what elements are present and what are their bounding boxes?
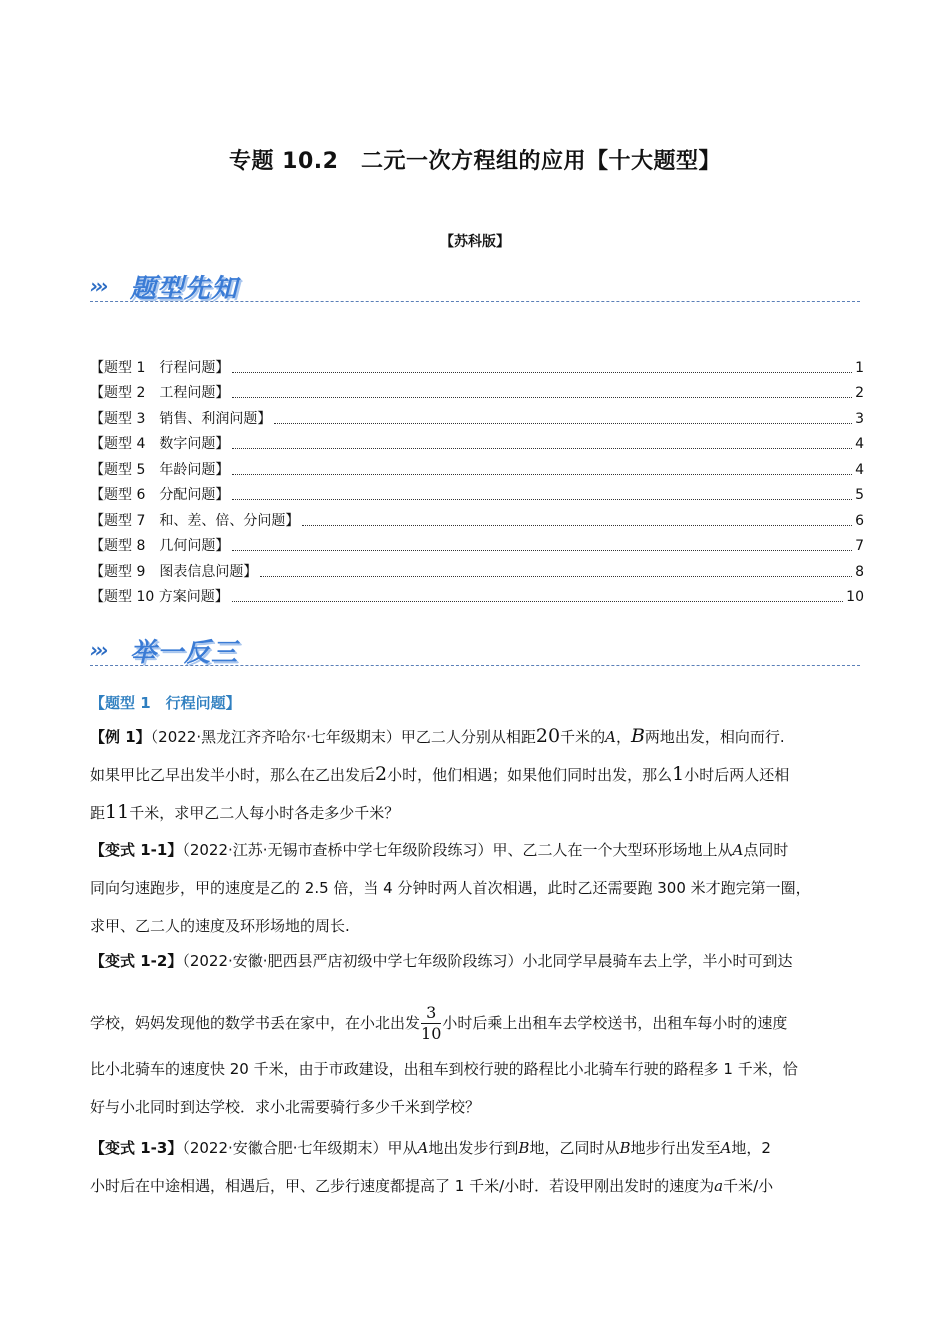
table-of-contents [90, 352, 864, 607]
edition-label: 【苏科版】 [440, 234, 510, 250]
toc-entry[interactable]: 【题型 10 方案问题】 10 [90, 589, 864, 605]
variant-1-3: 【变式 1-3】（2022·安徽合肥·七年级期末）甲从A地出发步行到B地，乙同时从B地步行出发至A地，2 小时后在中途相遇，相遇后，甲、乙步行速度都提高了 1 千米/小时．若设甲刚出发时的速度为a千米/小 [90, 1139, 774, 1195]
banner-examples [90, 632, 860, 672]
variant-label: 【变式 1-1】 [90, 841, 183, 859]
divider [90, 665, 860, 666]
toc-entry[interactable]: 【题型 1 行程问题】 1 [90, 359, 864, 376]
variant-label: 【变式 1-2】 [90, 952, 183, 970]
toc-entry[interactable]: 【题型 4 数字问题】 4 [90, 436, 864, 452]
banner-topic-preview [90, 268, 860, 308]
variant-1-1: 【变式 1-1】（2022·江苏·无锡市查桥中学七年级阶段练习）甲、乙二人在一个大型环形场地上从A点同时 同向匀速跑步，甲的速度是乙的 2.5 倍，当 4 分钟时两人首次相遇，此时乙还需要跑 300 米才跑完第一圈， 求甲、乙二人的速度及环形场地的周长. [90, 841, 811, 935]
toc-entry[interactable]: 【题型 7 和、差、倍、分问题】 6 [90, 512, 864, 529]
variant-label: 【变式 1-3】 [90, 1139, 183, 1157]
fraction: $\frac{3}{10}$ [421, 1003, 442, 1043]
toc-entry[interactable]: 【题型 8 几何问题】 7 [90, 538, 864, 554]
arrows-icon: ››› [90, 274, 106, 298]
toc-entry[interactable]: 【题型 5 年龄问题】 4 [90, 461, 864, 478]
banner-title: 题型先知 [130, 274, 239, 304]
arrows-icon: ››› [90, 638, 106, 662]
divider [90, 301, 860, 302]
banner-title: 举一反三 [130, 638, 239, 668]
toc-entry[interactable]: 【题型 9 图表信息问题】 8 [90, 563, 864, 580]
document-title: 专题 10.2 二元一次方程组的应用【十大题型】 [229, 149, 721, 174]
variant-1-2: 【变式 1-2】（2022·安徽·肥西县严店初级中学七年级阶段练习）小北同学早晨骑车去上学，半小时可到达 学校，妈妈发现他的数学书丢在家中，在小北出发 $\frac{3}{10}$ 小时后乘上出租车去学校送书，出租车每小时的速度 比小北骑车的速度快 20 千米，由于市政建设，出租车到校行驶的路程比小北骑车行驶的路程多 1 千米，恰 好与小北同时到达学校．求小北需要骑行多少千米到学校？ [90, 952, 798, 1116]
toc-entry[interactable]: 【题型 6 分配问题】 5 [90, 487, 864, 503]
toc-entry[interactable]: 【题型 2 工程问题】 2 [90, 385, 864, 401]
toc-entry[interactable]: 【题型 3 销售、利润问题】 3 [90, 410, 864, 427]
section-heading: 【题型 1 行程问题】 [90, 694, 241, 712]
example-1: 【例 1】（2022·黑龙江齐齐哈尔·七年级期末）甲乙二人分别从相距20千米的A，B两地出发，相向而行. 如果甲比乙早出发半小时，那么在乙出发后2小时，他们相遇；如果他们同时出发，那么1小时后两人还相 距11千米，求甲乙二人每小时各走多少千米？ [90, 725, 790, 823]
example-label: 【例 1】 [90, 728, 151, 746]
